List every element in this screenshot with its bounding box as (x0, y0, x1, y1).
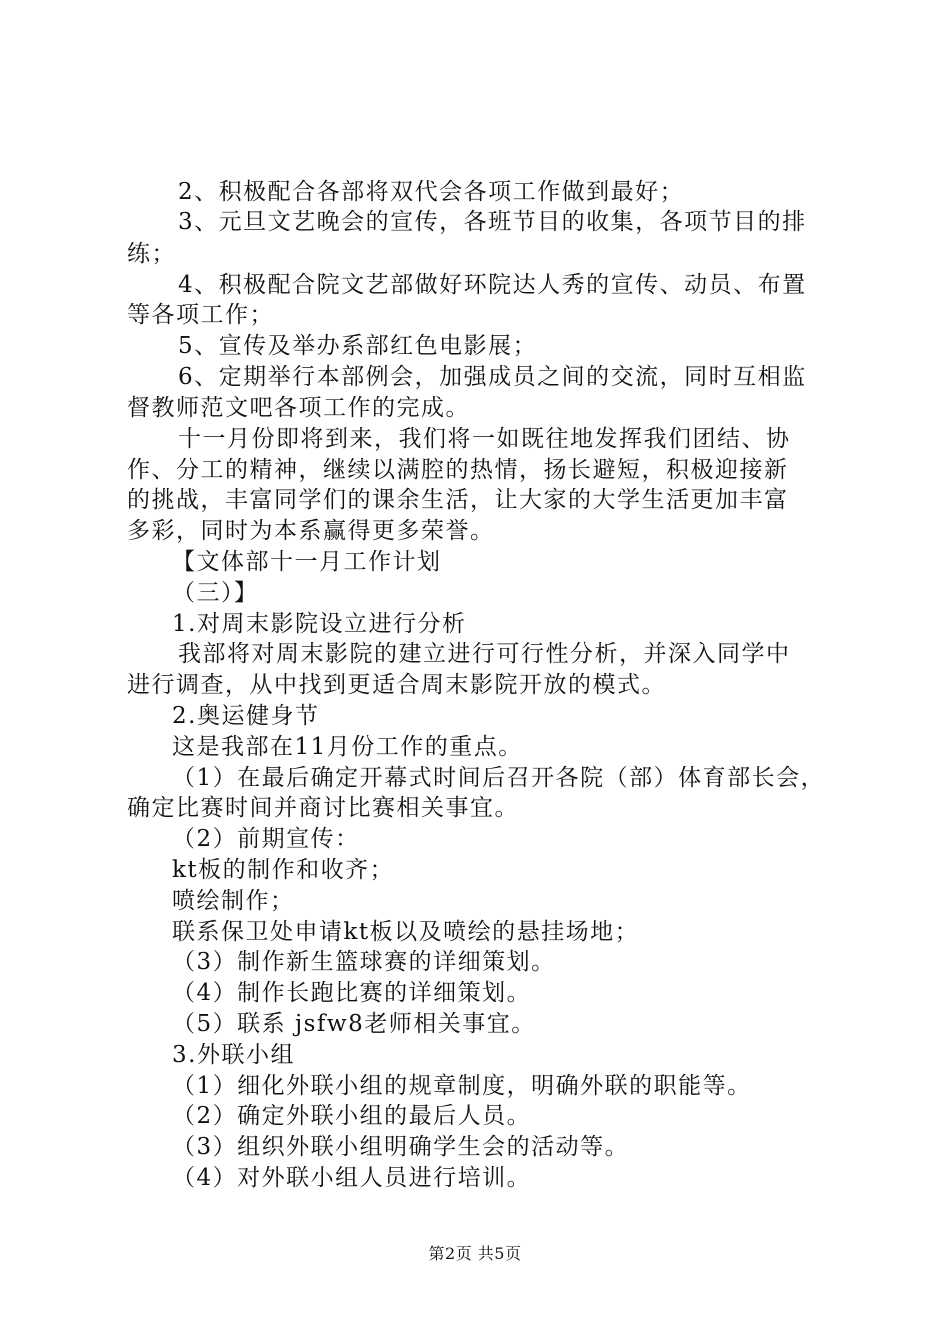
text-line: 3.外联小组 (172, 1042, 295, 1068)
text-line: （1）细化外联小组的规章制度，明确外联的职能等。 (172, 1073, 752, 1099)
text-line: 联系保卫处申请kt板以及喷绘的悬挂场地； (172, 919, 640, 945)
text-line: 喷绘制作； (172, 888, 295, 914)
text-line: 的挑战，丰富同学们的课余生活，让大家的大学生活更加丰富 (127, 487, 789, 513)
text-line: （5）联系 jsfw8老师相关事宜。 (172, 1011, 536, 1037)
text-line: （4）制作长跑比赛的详细策划。 (172, 980, 532, 1006)
text-line: 3、元旦文艺晚会的宣传，各班节目的收集，各项节目的排 (178, 209, 807, 235)
text-line: 【文体部十一月工作计划 (172, 549, 442, 575)
text-line: 多彩，同时为本系赢得更多荣誉。 (127, 518, 495, 544)
text-line: （3）组织外联小组明确学生会的活动等。 (172, 1134, 630, 1160)
text-line: kt板的制作和收齐； (172, 857, 395, 883)
page-footer: 第2页 共5页 (428, 1244, 522, 1263)
text-line: 2、积极配合各部将双代会各项工作做到最好； (178, 179, 685, 205)
text-line: 6、定期举行本部例会，加强成员之间的交流，同时互相监 (178, 364, 807, 390)
text-line: （2）前期宣传： (172, 826, 360, 852)
text-line: 5、宣传及举办系部红色电影展； (178, 333, 538, 359)
text-line: 我部将对周末影院的建立进行可行性分析，并深入同学中 (178, 641, 791, 667)
text-line: 十一月份即将到来，我们将一如既往地发挥我们团结、协 (178, 426, 791, 452)
text-line: （2）确定外联小组的最后人员。 (172, 1103, 532, 1129)
text-line: （3）制作新生篮球赛的详细策划。 (172, 949, 556, 975)
text-line: 进行调查，从中找到更适合周末影院开放的模式。 (127, 672, 666, 698)
text-line: 4、积极配合院文艺部做好环院达人秀的宣传、动员、布置 (178, 272, 807, 298)
text-line: 等各项工作； (127, 302, 274, 328)
text-line: 练； (127, 241, 176, 267)
text-line: （4）对外联小组人员进行培训。 (172, 1165, 532, 1191)
text-line: 这是我部在11月份工作的重点。 (172, 734, 523, 760)
text-line: 确定比赛时间并商讨比赛相关事宜。 (127, 795, 519, 821)
text-line: 2.奥运健身节 (172, 703, 320, 729)
text-line: （1）在最后确定开幕式时间后召开各院（部）体育部长会， (172, 765, 826, 791)
text-line: 1.对周末影院设立进行分析 (172, 611, 467, 637)
text-line: 督教师范文吧各项工作的完成。 (127, 395, 470, 421)
text-line: 作、分工的精神，继续以满腔的热情，扬长避短，积极迎接新 (127, 457, 789, 483)
text-line: （三）】 (172, 580, 259, 606)
